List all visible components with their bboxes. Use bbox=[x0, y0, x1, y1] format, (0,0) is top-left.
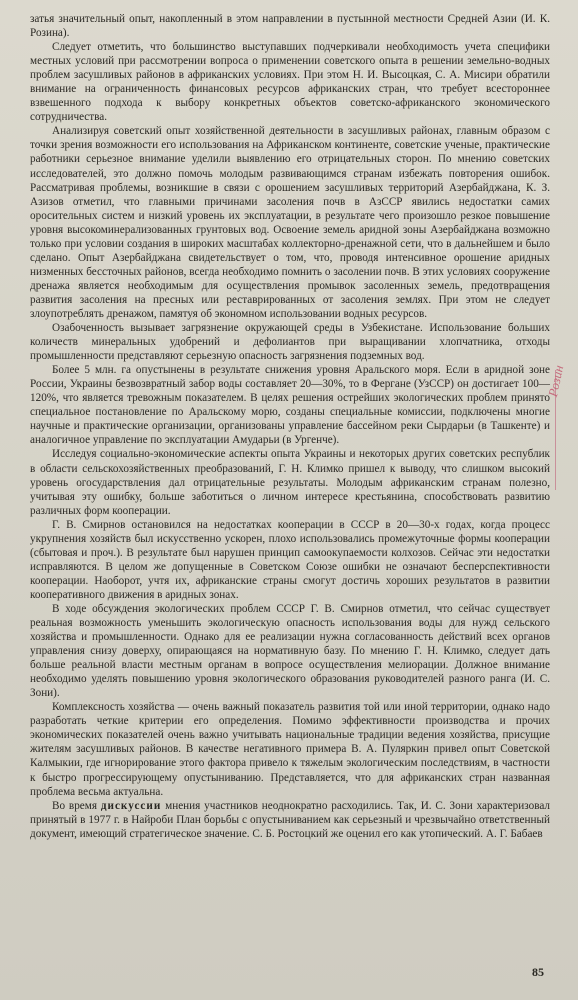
emphasized-word: дискуссии bbox=[100, 799, 162, 812]
paragraph-7: Г. В. Смирнов остановился на недостатках кооперации в СССР в 20—30-х годах, когда процесс укрупнения хозяйств был искусственно ускорен, плохо использовались промежуточные формы кооперации (сбытовая и проч.). В результате был нарушен принцип самоокупаемости колхозов. Сейчас эти недостатки исправляются. В целом же допущенные в Советском Союзе ошибки не означают бесперспективности кооперации. Наоборот, учтя их, африканские страны смогут достичь хороших результатов в развитии кооперативного движения в аридных зонах. bbox=[30, 518, 550, 601]
paragraph-9: Комплексность хозяйства — очень важный показатель развития той или иной территории, однако надо разработать четкие критерии его определения. Помимо эффективности производства и прочих экономических показателей очень важно учитывать национальные традиции ведения хозяйства, присущие жителям засушливых районов. В качестве негативного примера В. А. Пуляркин привел опыт Советской Калмыкии, где игнорирование этого фактора привело к тяжелым экологическим последствиям, в частности к быстро прогрессирующему опустыниванию. Представляется, что для африканских стран названная проблема весьма актуальна. bbox=[30, 701, 550, 798]
paragraph-6: Исследуя социально-экономические аспекты опыта Украины и некоторых других советских республик в области сельскохозяйственных преобразований, Г. Н. Климко пришел к выводу, что слишком высокий уровень огосударствления дал отрицательные результаты. Молодым африканским странам полезно, учитывая эту ошибку, больше заботиться о личном интересе крестьянина, способствовать развитию различных форм кооперации. bbox=[30, 448, 550, 517]
document-body bbox=[30, 12, 550, 841]
paragraph-1: затья значительный опыт, накопленный в этом направлении в пустынной местности Средней Азии (И. К. Розина). bbox=[30, 13, 550, 40]
paragraph-5: Более 5 млн. га опустынены в результате снижения уровня Аральского моря. Если в аридной зоне России, Украины безвозвратный забор воды составляет 20—30%, то в Фергане (УзССР) он достигает 100—120%, что является тревожным показателем. В целях решения острейших экологических проблем принято специальное постановление по Аральскому морю, созданы специальные комиссии, подключены многие научные и практические организации, организованы управление бассейном реки Сырдарьи (в Ташкенте) и аналогичное управление по эксплуатации Амударьи (в Ургенче). bbox=[30, 364, 550, 447]
paragraph-2: Следует отметить, что большинство выступавших подчеркивали необходимость учета специфики местных условий при рассмотрении вопроса о применении советского опыта в решении земельно-водных проблем засушливых районов в африканских условиях. При этом Н. И. Высоцкая, С. А. Мисири обратили внимание на ограниченность финансовых ресурсов африканских стран, что требует всестороннее взвешенного подхода к выбору конкретных объектов советско-африканского экономического сотрудничества. bbox=[30, 41, 550, 124]
paragraph-3: Анализируя советский опыт хозяйственной деятельности в засушливых районах, главным образом с точки зрения возможности его использования на Африканском континенте, советские ученые, практические работники серьезное внимание уделили выявлению его отрицательных сторон. По мнению советских исследователей, это должно помочь молодым развивающимся странам избежать повторения ошибок. Рассматривая проблемы, возникшие в связи с орошением засушливых территорий Азербайджана, К. З. Азизов отметил, что главными причинами засоления почв в АзССР явились недостатки самих оросительных систем и низкий уровень их эксплуатации, в результате чего произошло резкое повышение уровня высокоминерализованных грунтовых вод. Освоение земель аридной зоны Азербайджана возможно только при условии создания в широких масштабах коллекторно-дренажной сети, что в дальнейшем и было сделано. Опыт Азербайджана свидетельствует о том, что, проводя интенсивное орошение аридных низменных бессточных районов, всегда необходимо помнить о засолении почв. В этих условиях сооружение дренажа является необходимым для осуществления промывок засоленных земель, предотвращения развития засоления на пресных или реставрированных от засоления землях. При этом не следует злоупотреблять дренажом, памятуя об экономном использовании водных ресурсов. bbox=[30, 125, 550, 320]
paragraph-8: В ходе обсуждения экологических проблем СССР Г. В. Смирнов отметил, что сейчас существует реальная возможность уменьшить экологическую опасность использования воды для нужд сельского хозяйства и промышленности. Однако для ее реализации нужна согласованность действий всех органов управления снизу доверху, опирающаяся на нормативную базу. По мнению Г. Н. Климко, следует дать больше реальной власти местным органам в вопросе осуществления мелиорации. Должное внимание необходимо уделять повышению уровня экологического образования руководителей разного ранга (И. С. Зони). bbox=[30, 602, 550, 700]
margin-handwritten-note: Розин bbox=[545, 363, 567, 399]
paragraph-10-lead: Во время bbox=[52, 799, 101, 812]
paragraph-10-rest: мнения участников неоднократно расходились. Так, И. С. Зони характеризовал принятый в 1977 г. в Найроби План борьбы с опустыниванием как серьезный и чрезвычайно ответственный документ, имеющий стратегическое значение. С. Б. Ростоцкий же оценил его как утопический. А. Г. Бабаев bbox=[30, 799, 550, 840]
page-number: 85 bbox=[532, 965, 544, 979]
paragraph-4: Озабоченность вызывает загрязнение окружающей среды в Узбекистане. Использование больших количеств минеральных удобрений и дефолиантов при выращивании хлопчатника, отходы промышленности представляют серьезную опасность загрязнения подземных вод. bbox=[30, 322, 550, 363]
paragraph-10 bbox=[30, 799, 550, 841]
